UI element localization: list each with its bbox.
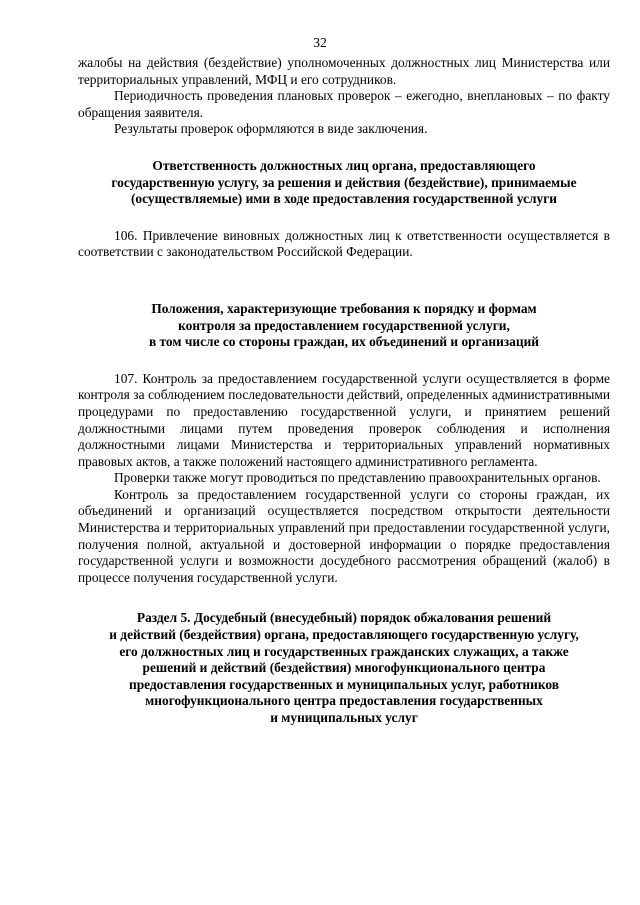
- heading-line: и действий (бездействия) органа, предоставляющего государственную услугу,: [109, 627, 579, 643]
- heading-line: Ответственность должностных лиц органа, предоставляющего: [152, 157, 536, 173]
- paragraph-inspection-results: Результаты проверок оформляются в виде заключения.: [114, 121, 428, 137]
- document-body: [78, 55, 610, 727]
- heading-line: государственную услугу, за решения и действия (бездействие), принимаемые: [111, 174, 577, 190]
- paragraph-107: 107. Контроль за предоставлением государственной услуги осуществляется в форме контроля за соблюдением последовательности действий, определенных административными процедурами по предоставлению государственной услуги, и принятием решений должностными лицами путем проведения проверок соблюдения и исполнения должностными лицами Министерства и территориальных управлений нормативных правовых актов, а также положений настоящего административного регламента.: [78, 370, 610, 469]
- heading-line: и муниципальных услуг: [270, 710, 418, 725]
- paragraph-inspection-frequency: Периодичность проведения плановых проверок – ежегодно, внеплановых – по факту обращения заявителя.: [78, 88, 610, 120]
- heading-line: (осуществляемые) ими в ходе предоставления государственной услуги: [130, 191, 558, 207]
- heading-line: контроля за предоставлением государственной услуги,: [178, 317, 510, 333]
- paragraph-law-enforcement: Проверки также могут проводиться по представлению правоохранительных органов.: [114, 470, 601, 486]
- heading-line: его должностных лиц и государственных гражданских служащих, а также: [119, 643, 569, 659]
- paragraph-complaints: жалобы на действия (бездействие) уполномоченных должностных лиц Министерства или территориальных управлений, МФЦ и его сотрудников.: [78, 55, 610, 87]
- heading-line: многофункционального центра предоставления государственных: [145, 693, 543, 709]
- heading-line: в том числе со стороны граждан, их объединений и организаций: [148, 334, 540, 350]
- paragraph-citizen-control: Контроль за предоставлением государственной услуги со стороны граждан, их объединений и организаций осуществляется посредством открытости деятельности Министерства и территориальных управлений при предоставлении государственной услуги, получения полной, актуальной и достоверной информации о порядке предоставления государственной услуги и возможности досудебного рассмотрения обращений (жалоб) в процессе получения государственной услуги.: [78, 486, 610, 585]
- heading-section-5: [78, 610, 610, 726]
- heading-line: предоставления государственных и муниципальных услуг, работников: [128, 676, 559, 692]
- page-number: 32: [313, 35, 327, 50]
- heading-line: Положения, характеризующие требования к порядку и формам: [151, 300, 537, 316]
- heading-responsibility: [78, 158, 610, 208]
- paragraph-106: 106. Привлечение виновных должностных лиц к ответственности осуществляется в соответствии с законодательством Российской Федерации.: [78, 227, 610, 260]
- heading-line: Раздел 5. Досудебный (внесудебный) порядок обжалования решений: [136, 610, 552, 626]
- heading-control-provisions: [78, 301, 610, 351]
- heading-line: решений и действий (бездействия) многофункционального центра: [142, 660, 546, 676]
